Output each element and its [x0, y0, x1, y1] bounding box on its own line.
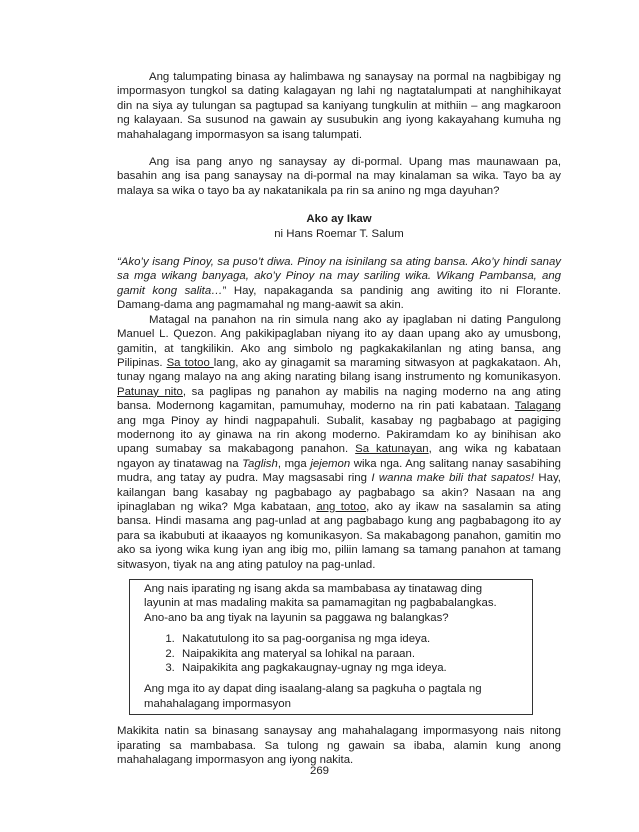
list-item: 2. Naipakikita ang materyal sa lohikal na paraan.	[178, 647, 519, 661]
underlined-transition: ang totoo	[316, 500, 367, 513]
purpose-list	[144, 632, 519, 675]
list-item: 3. Naipakikita ang pagkakaugnay-ugnay ng mga ideya.	[178, 661, 519, 675]
page-number: 269	[309, 765, 329, 777]
intro-paragraph-2: Ang isa pang anyo ng sanaysay ay di-pormal. Upang mas maunawaan pa, basahin ang isa pang sanaysay na di-pormal na may kinalaman sa wika. Tayo ba ay malaya sa wika o tayo ba ay nakatanikala pa rin sa anino ng mga dayuhan?	[117, 156, 561, 197]
underlined-transition: Patunay nito,	[117, 385, 186, 398]
info-box-note: Ang mga ito ay dapat ding isaalang-alang sa pagkuha o pagtala ng mahahalagang impormasyon	[144, 683, 482, 710]
underlined-transition: Talagang	[514, 400, 561, 413]
essay-author: ni Hans Roemar T. Salum	[274, 227, 404, 240]
info-box	[129, 579, 533, 715]
list-item: 1. Nakatutulong ito sa pag-oorganisa ng mga ideya.	[178, 632, 519, 646]
essay-title: Ako ay Ikaw	[306, 213, 372, 226]
essay-paragraph-1: “Ako’y isang Pinoy, sa puso’t diwa. Pinoy na isinilang sa ating bansa. Ako’y hindi sanay sa mga wikang banyaga, ako’y Pinoy na may sariling wika. Wikang Pambansa, ang gamit kong salita…” Hay, napakaganda sa pandinig ang awiting ito ni Florante. Damang-dama ang pagmamahal ng mang-aawit sa akin.	[117, 256, 561, 312]
underlined-transition: Sa totoo	[166, 356, 214, 369]
closing-paragraph: Makikita natin sa binasang sanaysay ang mahahalagang impormasyong nais nitong iparating sa mambabasa. Sa tulong ng gawain sa ibaba, alamin kung anong mahahalagang impormasyon ang iyong nakita.	[117, 725, 561, 767]
underlined-transition: Sa katunayan	[355, 443, 429, 456]
page-body	[117, 70, 561, 767]
info-box-intro: Ang nais iparating ng isang akda sa mambabasa ay tinatawag ding layunin at mas madaling makita sa pamamagitan ng pagbabalangkas. Ano-ano ba ang tiyak na layunin sa paggawa ng balangkas?	[144, 583, 497, 624]
song-lyrics-quote: “Ako’y isang Pinoy, sa puso’t diwa. Pinoy na isinilang sa ating bansa. Ako’y hindi sanay sa mga wikang banyaga, ako’y Pinoy na may sariling wika. Wikang Pambansa, ang gamit kong salita…	[117, 256, 561, 297]
essay-paragraph-2: Matagal na panahon na rin simula nang ako ay ipaglaban ni dating Pangulong Manuel L. Quezon. Ang pakikipaglaban niyang ito ay daan upang ako ay umusbong, gamitin, at tangkilikin. Ako ang simbolo ng pagkakakilanlan ng ating bansa, ang Pilipinas. Sa totoo lang, ako ay ginagamit sa maraming sitwasyon at pagkakataon. Ah, tunay ngang malayo na ang aking narating bilang isang instrumento ng komunikasyon. Patunay nito, sa paglipas ng panahon ay mabilis na naging moderno na ang ating bansa. Modernong kagamitan, pamumuhay, moderno na rin pati kabataan. Talagang ang mga Pinoy ay hindi nagpapahuli. Subalit, kasabay ng pagbabago at pagiging modernong ito ay ginawa na rin akong moderno. Pakiramdam ko ay binihisan ako upang sumabay sa makabagong panahon. Sa katunayan, ang wika ng kabataan ngayon ay tinatawag na Taglish, mga jejemon wika nga. Ang salitang nanay sasabihing mudra, ang tatay ay pudra. May magsasabi ring I wanna make bili that sapatos! Hay, kailangan bang kasabay ng pagbabago ay pagbabago sa akin? Nasaan na ang ipinaglaban ng wika? Mga kabataan, ang totoo, ako ay ikaw na sasalamin sa ating bansa. Hindi masama ang pag-unlad at ang pagbabago kung ang pagbabagong ito ay para sa ikabubuti at ikaaayos ng komunikasyon. Sa makabagong panahon, gamitin mo ako sa iyong wika kung iyan ang ibig mo, piliin lamang sa tamang panahon at tamang sitwasyon, tiyak na ang ating patuloy na pag-unlad.	[117, 313, 562, 571]
intro-paragraph-1: Ang talumpating binasa ay halimbawa ng sanaysay na pormal na nagbibigay ng impormasyon tungkol sa dating kalagayan ng lahi ng nagtatalumpati at nanghihikayat din na siya ay tulungan sa pagtupad sa kaniyang tungkulin at mithiin – ang magkaroon ng kalayaan. Sa susunod na gawain ay susubukin ang iyong kakayahang kumuha ng mahahalagang impormasyon sa isang talumpati.	[117, 71, 561, 141]
